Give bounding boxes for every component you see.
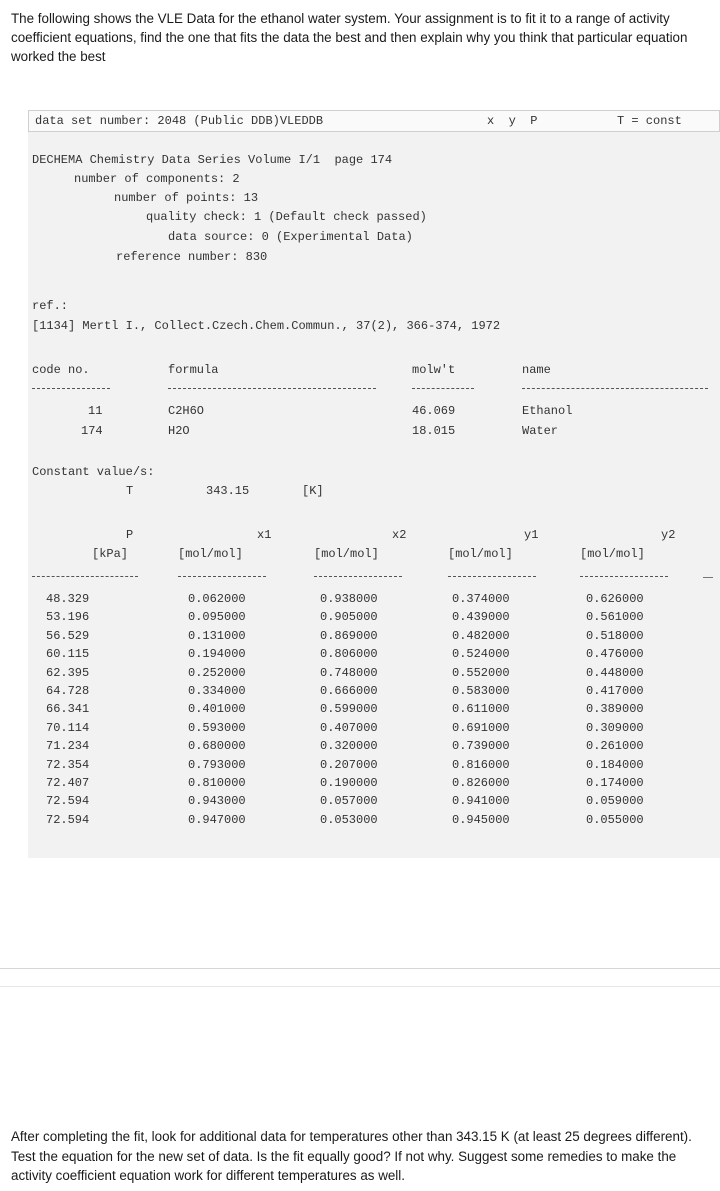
- component-name: Ethanol: [522, 404, 573, 418]
- col-header-x2: x2: [392, 528, 407, 542]
- table-row: [28, 647, 720, 663]
- dataset-variables: x y P: [487, 114, 538, 128]
- table-row: [28, 684, 720, 700]
- component-row: [28, 424, 720, 440]
- component-formula: C2H6O: [168, 404, 205, 418]
- cell-pressure: 72.354: [46, 757, 90, 772]
- cell-x2: 0.869000: [320, 628, 378, 643]
- cell-pressure: 62.395: [46, 665, 90, 680]
- assignment-intro: The following shows the VLE Data for the ethanol water system. Your assignment is to fit it to a range of activity coefficient equations, find the one that fits the data the best and then explain why you think that particular equation worked the best: [11, 11, 688, 64]
- series-reference-line: DECHEMA Chemistry Data Series Volume I/1 page 174: [32, 153, 393, 167]
- col-unit-p: [kPa]: [92, 547, 129, 561]
- reference-label: ref.:: [32, 299, 69, 313]
- cell-x2: 0.057000: [320, 794, 378, 809]
- component-molwt: 18.015: [412, 424, 456, 438]
- cell-pressure: 56.529: [46, 628, 90, 643]
- col-unit-y2: [mol/mol]: [580, 547, 645, 561]
- cell-x2: 0.905000: [320, 610, 378, 625]
- data-table-header-names: [28, 528, 720, 544]
- cell-x1: 0.095000: [188, 610, 246, 625]
- component-code: 11: [88, 404, 103, 418]
- cell-x1: 0.334000: [188, 684, 246, 698]
- cell-y2: 0.309000: [586, 720, 644, 735]
- table-row: [28, 776, 720, 792]
- cell-x2: 0.053000: [320, 812, 378, 827]
- cell-x2: 0.407000: [320, 720, 378, 735]
- cell-y2: 0.448000: [586, 665, 644, 680]
- divider: [580, 576, 668, 577]
- cell-y2: 0.261000: [586, 739, 644, 754]
- cell-y2: 0.518000: [586, 628, 644, 643]
- name-header: name: [522, 363, 551, 377]
- cell-y1: 0.524000: [452, 647, 510, 662]
- cell-x2: 0.320000: [320, 739, 378, 754]
- col-unit-x1: [mol/mol]: [178, 547, 243, 561]
- cell-pressure: 72.407: [46, 776, 90, 790]
- table-row: [28, 794, 720, 810]
- table-row: [28, 758, 720, 774]
- code-header: code no.: [32, 363, 90, 377]
- data-source: data source: 0 (Experimental Data): [168, 230, 413, 244]
- cell-pressure: 64.728: [46, 684, 90, 698]
- cell-x2: 0.666000: [320, 684, 378, 698]
- divider: [32, 576, 138, 577]
- cell-y1: 0.739000: [452, 739, 510, 754]
- cell-y2: 0.055000: [586, 812, 644, 827]
- dataset-constant-flag: T = const: [617, 114, 682, 128]
- section-divider: [0, 986, 720, 987]
- divider: [314, 576, 402, 577]
- cell-x1: 0.947000: [188, 812, 246, 827]
- cell-x1: 0.810000: [188, 776, 246, 790]
- cell-y1: 0.826000: [452, 776, 510, 790]
- reference-number: reference number: 830: [116, 250, 268, 264]
- col-header-y2: y2: [661, 528, 676, 542]
- table-row: [28, 629, 720, 645]
- table-row: [28, 702, 720, 718]
- table-row: [28, 666, 720, 682]
- component-count: number of components: 2: [74, 172, 240, 186]
- constant-value: 343.15: [206, 484, 250, 498]
- point-count: number of points: 13: [114, 191, 259, 205]
- quality-check: quality check: 1 (Default check passed): [146, 210, 427, 224]
- component-table-header: [28, 363, 720, 379]
- literature-reference: [1134] Mertl I., Collect.Czech.Chem.Commun., 37(2), 366-374, 1972: [32, 319, 501, 333]
- cell-x1: 0.793000: [188, 757, 246, 772]
- cell-y1: 0.691000: [452, 720, 510, 735]
- dataset-header-bar: [28, 110, 720, 132]
- component-code: 174: [81, 424, 103, 438]
- col-header-p: P: [126, 528, 134, 542]
- dataset-number: data set number: 2048 (Public DDB)VLEDDB: [35, 114, 324, 128]
- cell-x2: 0.748000: [320, 665, 378, 680]
- cell-y2: 0.184000: [586, 757, 644, 772]
- cell-x1: 0.131000: [188, 628, 246, 643]
- component-molwt: 46.069: [412, 404, 456, 418]
- col-header-y1: y1: [524, 528, 539, 542]
- component-name: Water: [522, 424, 559, 438]
- cell-x1: 0.943000: [188, 794, 246, 809]
- col-unit-x2: [mol/mol]: [314, 547, 379, 561]
- cell-y2: 0.059000: [586, 794, 644, 809]
- constant-row: [28, 484, 720, 500]
- cell-pressure: 72.594: [46, 812, 90, 827]
- cell-y2: 0.561000: [586, 610, 644, 625]
- divider: [168, 388, 376, 389]
- component-formula: H2O: [168, 424, 190, 438]
- divider: [32, 388, 110, 389]
- table-row: [28, 610, 720, 626]
- cell-pressure: 48.329: [46, 592, 90, 606]
- cell-y1: 0.482000: [452, 628, 510, 643]
- divider: [448, 576, 536, 577]
- cell-x2: 0.599000: [320, 702, 378, 717]
- cell-pressure: 53.196: [46, 610, 90, 625]
- cell-x2: 0.938000: [320, 592, 378, 606]
- cell-x2: 0.190000: [320, 776, 378, 790]
- cell-y1: 0.945000: [452, 812, 510, 827]
- cell-y2: 0.476000: [586, 647, 644, 662]
- table-row: [28, 592, 720, 608]
- cell-y2: 0.174000: [586, 776, 644, 790]
- cell-y2: 0.417000: [586, 684, 644, 698]
- cell-x1: 0.680000: [188, 739, 246, 754]
- section-divider: [0, 968, 720, 969]
- cell-x1: 0.593000: [188, 720, 246, 735]
- constant-values-label: Constant value/s:: [32, 465, 155, 479]
- cell-x2: 0.207000: [320, 757, 378, 772]
- formula-header: formula: [168, 363, 219, 377]
- cell-x2: 0.806000: [320, 647, 378, 662]
- component-row: [28, 404, 720, 420]
- constant-unit: [K]: [302, 484, 324, 498]
- cell-x1: 0.062000: [188, 592, 246, 606]
- scroll-indicator: [703, 577, 713, 578]
- data-table-header-units: [28, 547, 720, 563]
- vle-data-screenshot: [28, 110, 720, 858]
- cell-y1: 0.611000: [452, 702, 510, 717]
- cell-y1: 0.941000: [452, 794, 510, 809]
- cell-y1: 0.816000: [452, 757, 510, 772]
- divider: [412, 388, 474, 389]
- table-row: [28, 721, 720, 737]
- cell-pressure: 66.341: [46, 702, 90, 717]
- cell-y1: 0.374000: [452, 592, 510, 606]
- cell-y1: 0.552000: [452, 665, 510, 680]
- molwt-header: molw't: [412, 363, 456, 377]
- cell-y1: 0.583000: [452, 684, 510, 698]
- cell-pressure: 70.114: [46, 720, 90, 735]
- col-unit-y1: [mol/mol]: [448, 547, 513, 561]
- cell-y2: 0.626000: [586, 592, 644, 606]
- divider: [522, 388, 708, 389]
- cell-pressure: 72.594: [46, 794, 90, 809]
- cell-x1: 0.252000: [188, 665, 246, 680]
- col-header-x1: x1: [257, 528, 272, 542]
- cell-pressure: 71.234: [46, 739, 90, 754]
- cell-y2: 0.389000: [586, 702, 644, 717]
- cell-y1: 0.439000: [452, 610, 510, 625]
- constant-variable: T: [126, 484, 134, 498]
- divider: [178, 576, 266, 577]
- cell-x1: 0.194000: [188, 647, 246, 662]
- cell-pressure: 60.115: [46, 647, 90, 662]
- cell-x1: 0.401000: [188, 702, 246, 717]
- table-row: [28, 813, 720, 829]
- table-row: [28, 739, 720, 755]
- assignment-followup: After completing the fit, look for additional data for temperatures other than 343.15 K (at least 25 degrees different). Test the equation for the new set of data. Is the fit equally good? If not why. Suggest some remedies to make the activity coefficient equation work for different temperatures as well.: [11, 1129, 692, 1183]
